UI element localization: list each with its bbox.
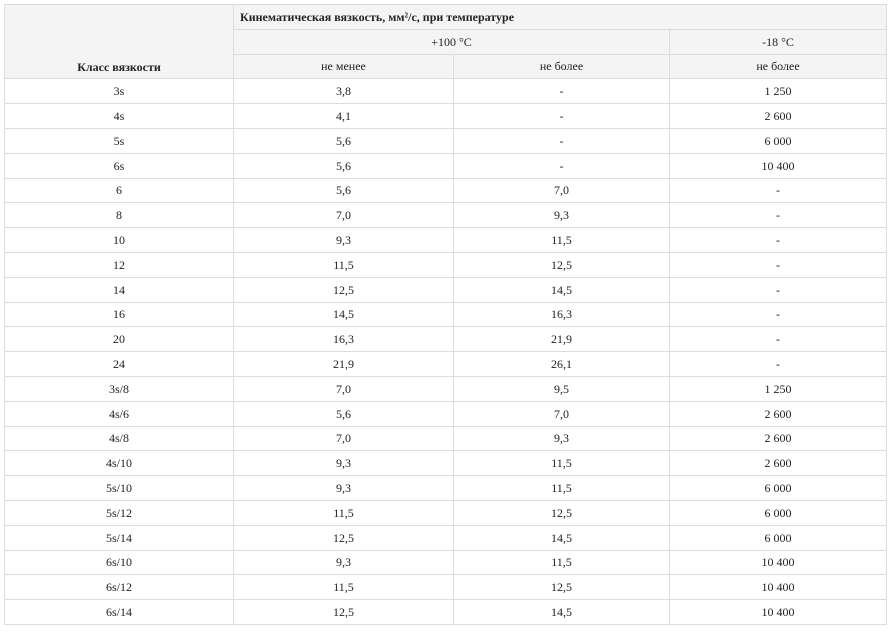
max-minus18-cell: - (670, 203, 887, 228)
table-row (5, 476, 887, 501)
min-100-cell: 5,6 (234, 178, 454, 203)
max-100-cell: 9,3 (454, 203, 670, 228)
max-100-cell: 12,5 (454, 500, 670, 525)
viscosity-class-cell: 3s (5, 79, 234, 104)
min-100-cell: 5,6 (234, 401, 454, 426)
viscosity-class-cell: 20 (5, 327, 234, 352)
temperature-minus18-header: -18 °С (670, 29, 887, 54)
viscosity-class-cell: 12 (5, 252, 234, 277)
viscosity-class-cell: 8 (5, 203, 234, 228)
max-100-cell: 21,9 (454, 327, 670, 352)
viscosity-class-cell: 4s (5, 104, 234, 129)
viscosity-class-cell: 14 (5, 277, 234, 302)
max-minus18-cell: 6 000 (670, 128, 887, 153)
min-100-cell: 12,5 (234, 600, 454, 625)
table-row (5, 153, 887, 178)
max-minus18-cell: 2 600 (670, 401, 887, 426)
viscosity-class-cell: 6 (5, 178, 234, 203)
viscosity-class-cell: 5s (5, 128, 234, 153)
table-row (5, 600, 887, 625)
max-minus18-cell: 10 400 (670, 575, 887, 600)
min-100-cell: 5,6 (234, 128, 454, 153)
min-100-cell: 5,6 (234, 153, 454, 178)
viscosity-class-cell: 24 (5, 352, 234, 377)
table-row (5, 128, 887, 153)
table-row (5, 525, 887, 550)
not-more-header-18: не более (670, 54, 887, 79)
table-header (5, 5, 887, 79)
max-100-cell: 9,3 (454, 426, 670, 451)
max-minus18-cell: 2 600 (670, 104, 887, 129)
table-row (5, 352, 887, 377)
table-row (5, 228, 887, 253)
max-minus18-cell: - (670, 277, 887, 302)
viscosity-class-cell: 6s/10 (5, 550, 234, 575)
max-100-cell: 11,5 (454, 476, 670, 501)
min-100-cell: 3,8 (234, 79, 454, 104)
max-100-cell: 14,5 (454, 600, 670, 625)
viscosity-table-container (4, 4, 886, 625)
table-row (5, 104, 887, 129)
table-row (5, 302, 887, 327)
viscosity-class-header: Класс вязкости (5, 5, 234, 79)
viscosity-class-cell: 4s/6 (5, 401, 234, 426)
max-minus18-cell: 10 400 (670, 600, 887, 625)
table-row (5, 79, 887, 104)
max-100-cell: 7,0 (454, 178, 670, 203)
viscosity-class-cell: 16 (5, 302, 234, 327)
viscosity-class-cell: 5s/10 (5, 476, 234, 501)
min-100-cell: 9,3 (234, 228, 454, 253)
table-row (5, 327, 887, 352)
max-minus18-cell: - (670, 302, 887, 327)
max-100-cell: 12,5 (454, 252, 670, 277)
table-row (5, 575, 887, 600)
min-100-cell: 21,9 (234, 352, 454, 377)
temperature-100-header: +100 °С (234, 29, 670, 54)
min-100-cell: 11,5 (234, 252, 454, 277)
max-100-cell: - (454, 153, 670, 178)
min-100-cell: 7,0 (234, 203, 454, 228)
max-minus18-cell: 1 250 (670, 376, 887, 401)
viscosity-class-cell: 4s/10 (5, 451, 234, 476)
min-100-cell: 12,5 (234, 525, 454, 550)
viscosity-class-cell: 5s/14 (5, 525, 234, 550)
viscosity-class-cell: 3s/8 (5, 376, 234, 401)
table-row (5, 401, 887, 426)
min-100-cell: 14,5 (234, 302, 454, 327)
max-minus18-cell: - (670, 327, 887, 352)
table-row (5, 203, 887, 228)
max-minus18-cell: 1 250 (670, 79, 887, 104)
viscosity-table (4, 4, 887, 625)
max-minus18-cell: - (670, 352, 887, 377)
max-100-cell: 16,3 (454, 302, 670, 327)
max-100-cell: 11,5 (454, 550, 670, 575)
table-row (5, 451, 887, 476)
max-minus18-cell: 2 600 (670, 451, 887, 476)
min-100-cell: 7,0 (234, 376, 454, 401)
max-100-cell: - (454, 128, 670, 153)
table-row (5, 500, 887, 525)
max-100-cell: - (454, 104, 670, 129)
table-row (5, 277, 887, 302)
viscosity-class-cell: 6s/14 (5, 600, 234, 625)
min-100-cell: 7,0 (234, 426, 454, 451)
min-100-cell: 9,3 (234, 476, 454, 501)
header-row-1 (5, 5, 887, 30)
max-minus18-cell: - (670, 228, 887, 253)
min-100-cell: 11,5 (234, 575, 454, 600)
table-row (5, 252, 887, 277)
max-100-cell: 14,5 (454, 277, 670, 302)
max-minus18-cell: 6 000 (670, 476, 887, 501)
viscosity-class-cell: 6s (5, 153, 234, 178)
max-minus18-cell: 10 400 (670, 153, 887, 178)
kinematic-viscosity-header: Кинематическая вязкость, мм²/с, при температуре (234, 5, 887, 30)
min-100-cell: 9,3 (234, 550, 454, 575)
table-row (5, 178, 887, 203)
max-minus18-cell: 2 600 (670, 426, 887, 451)
max-minus18-cell: 6 000 (670, 500, 887, 525)
viscosity-class-cell: 4s/8 (5, 426, 234, 451)
max-100-cell: 9,5 (454, 376, 670, 401)
max-100-cell: 14,5 (454, 525, 670, 550)
not-less-header: не менее (234, 54, 454, 79)
min-100-cell: 16,3 (234, 327, 454, 352)
max-minus18-cell: 10 400 (670, 550, 887, 575)
viscosity-class-cell: 5s/12 (5, 500, 234, 525)
viscosity-class-cell: 6s/12 (5, 575, 234, 600)
table-row (5, 426, 887, 451)
min-100-cell: 4,1 (234, 104, 454, 129)
table-row (5, 376, 887, 401)
not-more-header: не более (454, 54, 670, 79)
max-100-cell: 12,5 (454, 575, 670, 600)
max-100-cell: 11,5 (454, 451, 670, 476)
max-100-cell: 7,0 (454, 401, 670, 426)
table-body (5, 79, 887, 625)
viscosity-class-cell: 10 (5, 228, 234, 253)
max-100-cell: - (454, 79, 670, 104)
max-minus18-cell: - (670, 252, 887, 277)
table-row (5, 550, 887, 575)
min-100-cell: 12,5 (234, 277, 454, 302)
min-100-cell: 9,3 (234, 451, 454, 476)
max-minus18-cell: - (670, 178, 887, 203)
max-100-cell: 11,5 (454, 228, 670, 253)
max-minus18-cell: 6 000 (670, 525, 887, 550)
min-100-cell: 11,5 (234, 500, 454, 525)
max-100-cell: 26,1 (454, 352, 670, 377)
